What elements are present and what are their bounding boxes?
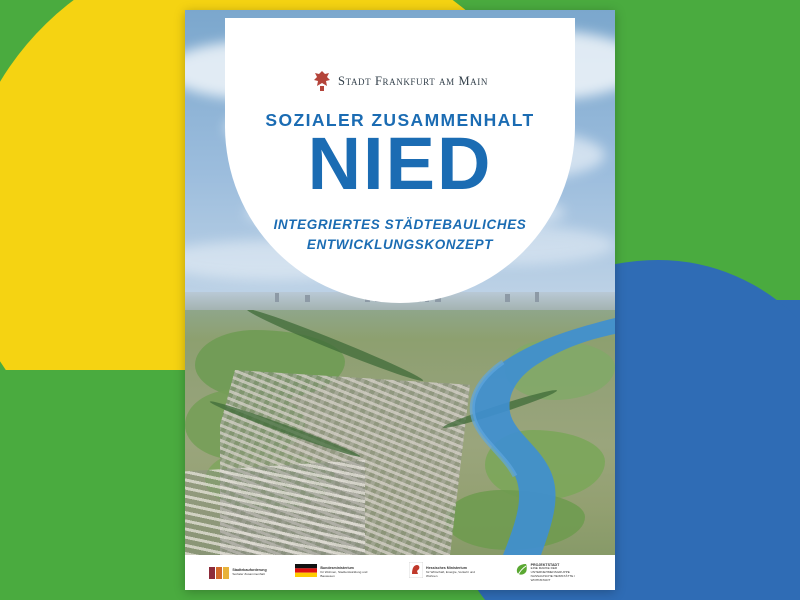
- built-up-area: [185, 460, 365, 555]
- logo-line-2: für Wohnen, Stadtentwicklung und Bauwesen: [320, 569, 368, 578]
- cover-subtitle-line-1: INTEGRIERTES STÄDTEBAULICHES: [273, 216, 527, 232]
- logo-text: [320, 566, 380, 578]
- logo-line-1: Stadtebauforderung: [232, 568, 267, 573]
- cover-subtitle-line-2: ENTWICKLUNGSKONZEPT: [306, 236, 494, 252]
- green-area: [505, 340, 615, 400]
- document-cover-page: [185, 10, 615, 590]
- logo-text: [531, 563, 591, 583]
- logo-line-1: Bundesministerium: [320, 566, 354, 571]
- logo-line-2: EINE MARKE DER UNTERNEHMENSGRUPPE NASSAUISCHE HEIMSTÄTTE / WOHNSTADT: [530, 566, 575, 582]
- city-crest: [312, 70, 488, 92]
- cover-title: NIED: [307, 122, 493, 205]
- sponsor-logo-bar: [185, 555, 615, 590]
- logo-land-hessen: [409, 562, 486, 583]
- logo-text: [426, 566, 486, 578]
- logo-line-2: für Wirtschaft, Energie, Verkehr und Wohnen: [425, 569, 475, 578]
- green-area: [445, 490, 585, 550]
- background-green-corner: [0, 370, 190, 600]
- logo-staedtebaufoerderung: [209, 567, 266, 579]
- aerial-landscape: [185, 310, 615, 555]
- logo-line-2: Sozialer Zusammenhalt: [232, 571, 265, 576]
- logo-text: [232, 568, 266, 576]
- logo-bundesministerium: [295, 564, 380, 582]
- cover-subtitle: [274, 215, 527, 256]
- cover-kicker: SOZIALER ZUSAMMENHALT: [265, 110, 535, 130]
- logo-line-1: Hessisches Ministerium: [425, 566, 467, 571]
- hessen-lion-icon: [409, 562, 423, 583]
- housing-blocks-icon: [209, 567, 229, 579]
- cover-photograph: [185, 10, 615, 555]
- logo-line-1: PROJEKTSTADT: [530, 562, 560, 567]
- german-flag-icon: [295, 564, 317, 582]
- frankfurt-eagle-icon: [312, 70, 332, 92]
- leaf-icon: [515, 563, 528, 582]
- logo-projektstadt: [515, 563, 591, 583]
- crest-label: Stadt Frankfurt am Main: [338, 73, 488, 88]
